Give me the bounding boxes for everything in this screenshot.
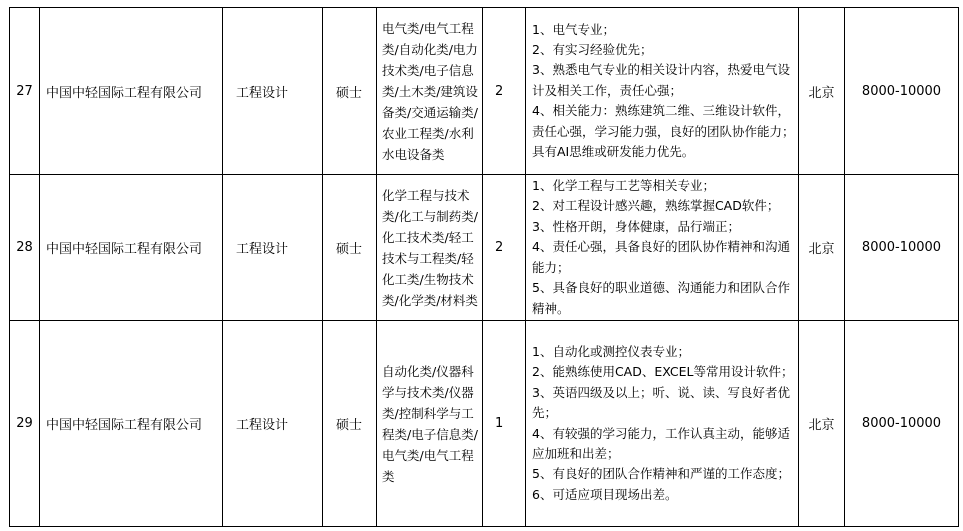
work-city: 北京 (799, 321, 845, 527)
job-requirements (526, 321, 799, 527)
work-city: 北京 (799, 175, 845, 321)
salary-range: 8000-10000 (845, 321, 959, 527)
major-requirement: 化学工程与技术类/化工与制药类/化工技术类/轻工技术与工程类/轻化工类/生物技术类/化学类/材料类 (377, 175, 483, 321)
major-requirement: 电气类/电气工程类/自动化类/电力技术类/电子信息类/土木类/建筑设备类/交通运输类/农业工程类/水利水电设备类 (377, 8, 483, 175)
requirement-item: 2、能熟练使用CAD、EXCEL等常用设计软件； (532, 364, 794, 380)
degree-requirement: 硕士 (323, 321, 377, 527)
requirement-item: 5、有良好的团队合作精神和严谨的工作态度； (532, 466, 790, 482)
requirement-item: 3、英语四级及以上；听、说、读、写良好者优先； (532, 384, 790, 421)
requirement-item: 1、自动化或测控仪表专业； (532, 343, 690, 359)
table-row (10, 8, 959, 175)
work-city: 北京 (799, 8, 845, 175)
headcount: 2 (483, 8, 526, 175)
salary-range: 8000-10000 (845, 175, 959, 321)
company-name: 中国中轻国际工程有限公司 (40, 175, 223, 321)
requirement-item: 5、具备良好的职业道德、沟通能力和团队合作精神。 (532, 280, 790, 316)
job-requirements (526, 175, 799, 321)
position-name: 工程设计 (223, 321, 323, 527)
requirement-item: 2、对工程设计感兴趣，熟练掌握CAD软件； (532, 198, 780, 214)
requirement-item: 1、电气专业； (532, 21, 615, 37)
major-requirement: 自动化类/仪器科学与技术类/仪器类/控制科学与工程类/电子信息类/电气类/电气工程类 (377, 321, 483, 527)
company-name: 中国中轻国际工程有限公司 (40, 321, 223, 527)
headcount: 1 (483, 321, 526, 527)
position-name: 工程设计 (223, 175, 323, 321)
requirement-item: 1、化学工程与工艺等相关专业； (532, 178, 715, 194)
position-name: 工程设计 (223, 8, 323, 175)
requirement-item: 4、相关能力：熟练建筑二维、三维设计软件，责任心强，学习能力强，良好的团队协作能力；具有AI思维或研发能力优先。 (532, 103, 795, 160)
job-listings-table (9, 7, 959, 527)
requirement-item: 3、性格开朗，身体健康，品行端正； (532, 218, 740, 234)
requirement-item: 4、有较强的学习能力，工作认真主动，能够适应加班和出差； (532, 425, 790, 461)
requirement-item: 2、有实习经验优先； (532, 41, 653, 57)
row-number: 27 (10, 8, 40, 175)
row-number: 29 (10, 321, 40, 527)
company-name: 中国中轻国际工程有限公司 (40, 8, 223, 175)
requirement-item: 4、责任心强，具备良好的团队协作精神和沟通能力； (532, 239, 790, 275)
requirement-item: 3、熟悉电气专业的相关设计内容，热爱电气设计及相关工作，责任心强； (532, 62, 790, 98)
headcount: 2 (483, 175, 526, 321)
requirement-item: 6、可适应项目现场出差。 (532, 486, 678, 502)
row-number: 28 (10, 175, 40, 321)
degree-requirement: 硕士 (323, 175, 377, 321)
job-requirements (526, 8, 799, 175)
table-row (10, 175, 959, 321)
table-row (10, 321, 959, 527)
salary-range: 8000-10000 (845, 8, 959, 175)
degree-requirement: 硕士 (323, 8, 377, 175)
